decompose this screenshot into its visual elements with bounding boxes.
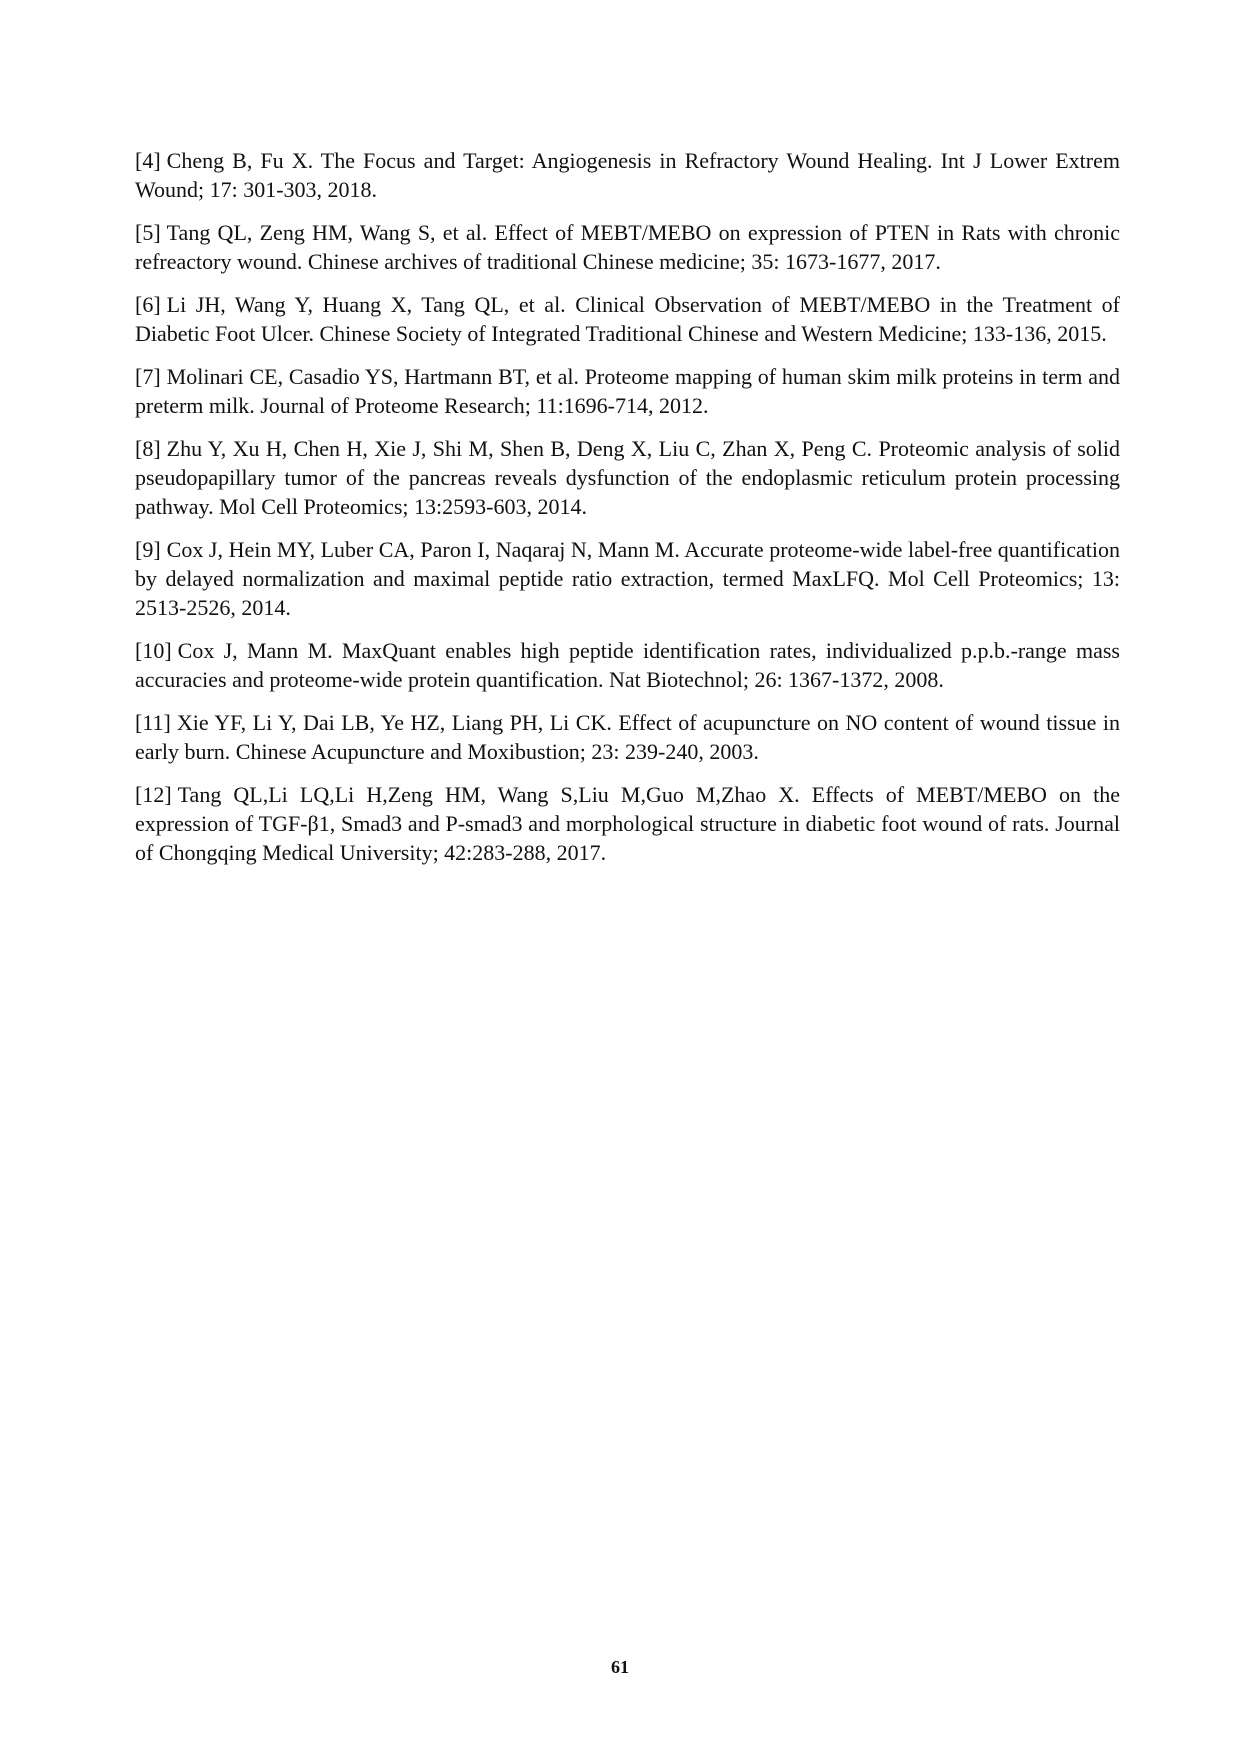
- page-number: 61: [611, 1657, 629, 1677]
- reference-number: [12]: [135, 782, 172, 807]
- reference-item: [135, 362, 1120, 420]
- reference-text: Cox J, Hein MY, Luber CA, Paron I, Naqaraj N, Mann M. Accurate proteome-wide label-free quantification by delayed normalization and maximal peptide ratio extraction, termed MaxLFQ. Mol Cell Proteomics; 13: 2513-2526, 2014.: [135, 537, 1120, 620]
- reference-item: [135, 708, 1120, 766]
- reference-text: Xie YF, Li Y, Dai LB, Ye HZ, Liang PH, Li CK. Effect of acupuncture on NO content of wound tissue in early burn. Chinese Acupuncture and Moxibustion; 23: 239-240, 2003.: [135, 710, 1120, 764]
- reference-item: [135, 146, 1120, 204]
- reference-text: Tang QL, Zeng HM, Wang S, et al. Effect of MEBT/MEBO on expression of PTEN in Rats with chronic refreactory wound. Chinese archives of traditional Chinese medicine; 35: 1673-1677, 2017.: [135, 220, 1120, 274]
- reference-text: Cheng B, Fu X. The Focus and Target: Angiogenesis in Refractory Wound Healing. Int J Lower Extrem Wound; 17: 301-303, 2018.: [135, 148, 1120, 202]
- reference-number: [7]: [135, 364, 161, 389]
- reference-text: Molinari CE, Casadio YS, Hartmann BT, et al. Proteome mapping of human skim milk proteins in term and preterm milk. Journal of Proteome Research; 11:1696-714, 2012.: [135, 364, 1120, 418]
- reference-number: [11]: [135, 710, 171, 735]
- reference-text: Li JH, Wang Y, Huang X, Tang QL, et al. Clinical Observation of MEBT/MEBO in the Treatment of Diabetic Foot Ulcer. Chinese Society of Integrated Traditional Chinese and Western Medicine; 133-136, 2015.: [135, 292, 1120, 346]
- reference-text: Cox J, Mann M. MaxQuant enables high peptide identification rates, individualized p.p.b.-range mass accuracies and proteome-wide protein quantification. Nat Biotechnol; 26: 1367-1372, 2008.: [135, 638, 1120, 692]
- reference-number: [5]: [135, 220, 161, 245]
- reference-item: [135, 218, 1120, 276]
- reference-item: [135, 636, 1120, 694]
- reference-item: [135, 535, 1120, 622]
- reference-text: Zhu Y, Xu H, Chen H, Xie J, Shi M, Shen B, Deng X, Liu C, Zhan X, Peng C. Proteomic analysis of solid pseudopapillary tumor of the pancreas reveals dysfunction of the endoplasmic reticulum protein processing pathway. Mol Cell Proteomics; 13:2593-603, 2014.: [135, 436, 1120, 519]
- reference-item: [135, 290, 1120, 348]
- reference-number: [8]: [135, 436, 161, 461]
- reference-number: [9]: [135, 537, 161, 562]
- reference-list: [135, 146, 1120, 881]
- reference-number: [4]: [135, 148, 161, 173]
- reference-number: [10]: [135, 638, 172, 663]
- reference-text: Tang QL,Li LQ,Li H,Zeng HM, Wang S,Liu M,Guo M,Zhao X. Effects of MEBT/MEBO on the expression of TGF-β1, Smad3 and P-smad3 and morphological structure in diabetic foot wound of rats. Journal of Chongqing Medical University; 42:283-288, 2017.: [135, 782, 1120, 865]
- reference-item: [135, 780, 1120, 867]
- reference-item: [135, 434, 1120, 521]
- reference-number: [6]: [135, 292, 161, 317]
